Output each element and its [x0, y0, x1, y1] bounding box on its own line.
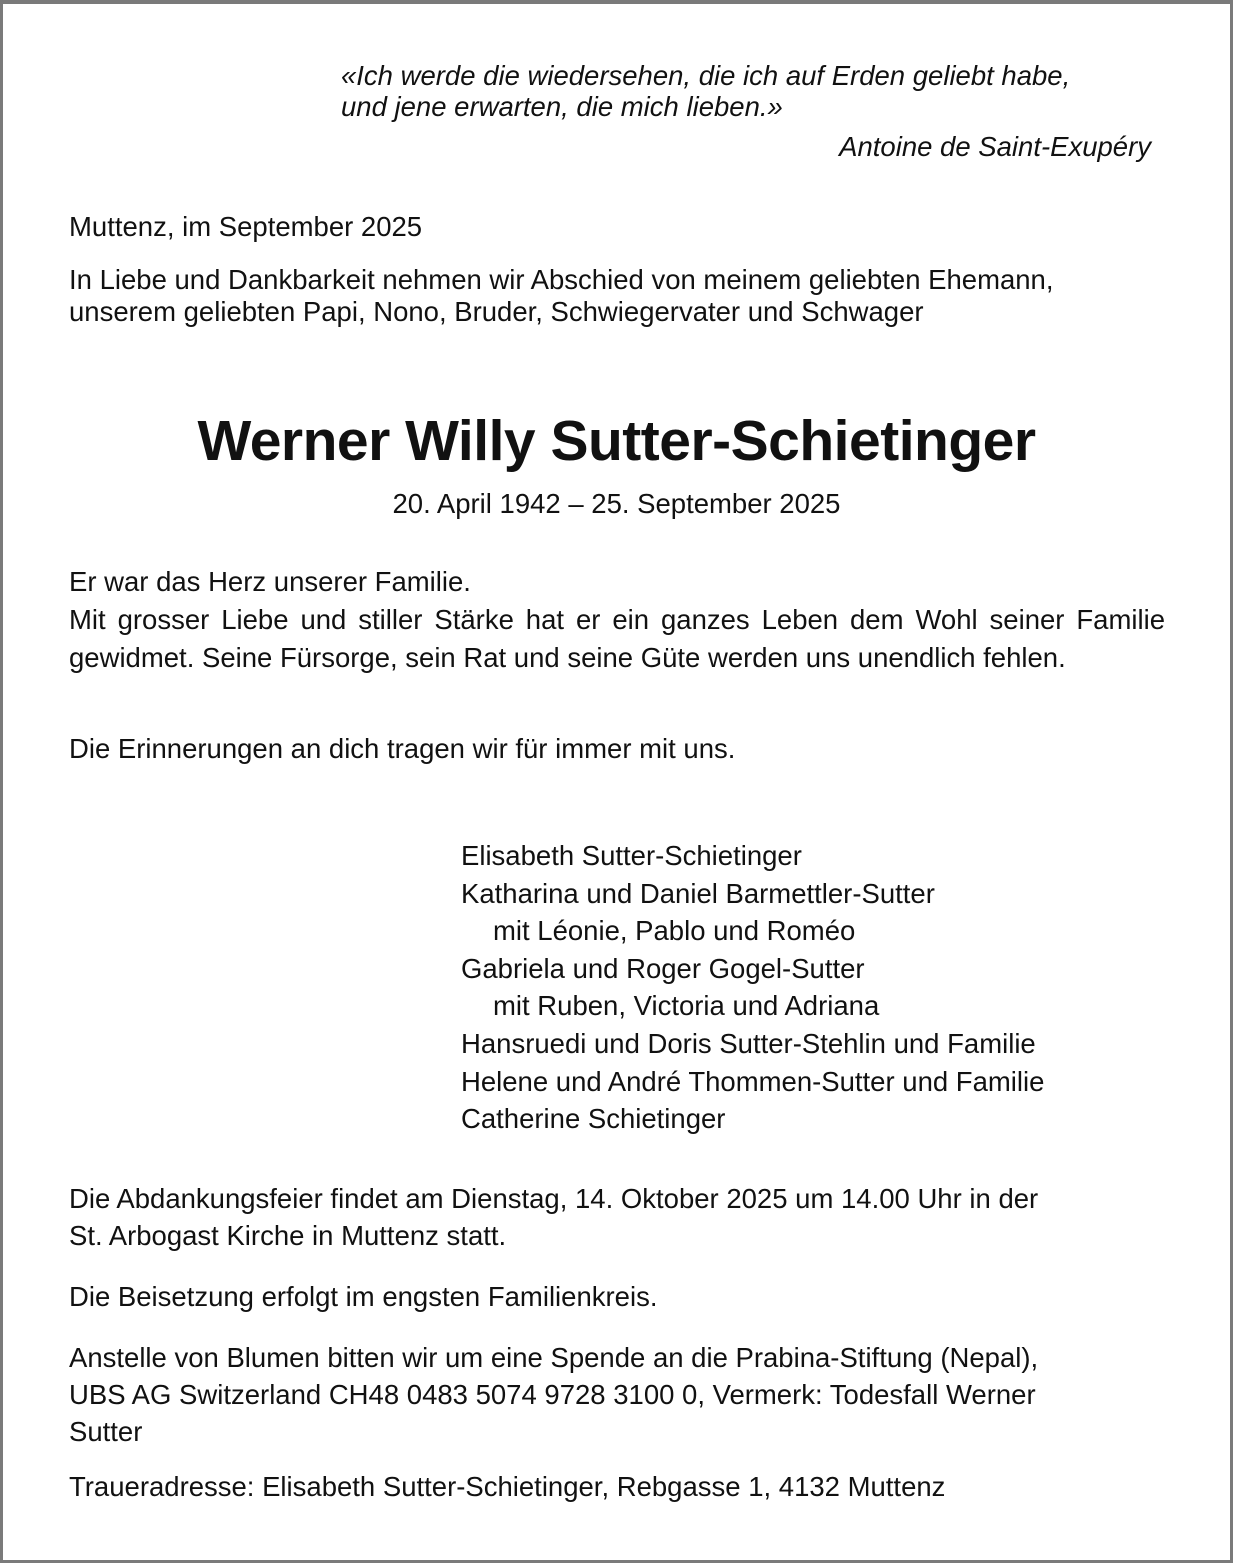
mourner-children: mit Ruben, Victoria und Adriana	[493, 990, 880, 1022]
intro-text	[69, 261, 1054, 331]
tribute-body: Mit grosser Liebe und stiller Stärke hat er ein ganzes Leben dem Wohl seiner Familie gewidmet. Seine Fürsorge, sein Rat und seine Güte werden uns unendlich fehlen.	[69, 604, 1165, 673]
place-date: Muttenz, im September 2025	[69, 211, 423, 242]
mourner: Elisabeth Sutter-Schietinger	[461, 840, 802, 871]
service-info	[69, 1180, 1169, 1254]
intro-line: unserem geliebten Papi, Nono, Bruder, Schwiegervater und Schwager	[69, 296, 924, 327]
intro-line: In Liebe und Dankbarkeit nehmen wir Abschied von meinem geliebten Ehemann,	[69, 264, 1054, 295]
mourner: Gabriela und Roger Gogel-Sutter	[461, 952, 865, 984]
mourner: Catherine Schietinger	[461, 1103, 726, 1135]
quote-line: «Ich werde die wiedersehen, die ich auf Erden geliebt habe,	[341, 60, 1071, 91]
mourner: Hansruedi und Doris Sutter-Stehlin und Familie	[461, 1027, 1036, 1059]
life-dates: 20. April 1942 – 25. September 2025	[392, 488, 841, 519]
donation-line: UBS AG Switzerland CH48 0483 5074 9728 3100 0, Vermerk: Todesfall Werner	[69, 1379, 1036, 1410]
mourner: Helene und André Thommen-Sutter und Familie	[461, 1065, 1045, 1097]
tribute-first: Er war das Herz unserer Familie.	[69, 566, 471, 597]
epigraph-quote	[341, 57, 1070, 126]
donation-line: Anstelle von Blumen bitten wir um eine Spende an die Prabina-Stiftung (Nepal),	[69, 1342, 1039, 1373]
deceased-name: Werner Willy Sutter-Schietinger	[197, 409, 1036, 473]
donation-info	[69, 1339, 1169, 1450]
service-line: St. Arbogast Kirche in Muttenz statt.	[69, 1220, 507, 1251]
tribute-closing: Die Erinnerungen an dich tragen wir für immer mit uns.	[69, 733, 736, 764]
burial-info: Die Beisetzung erfolgt im engsten Familienkreis.	[69, 1281, 658, 1312]
quote-author: Antoine de Saint-Exupéry	[839, 131, 1151, 162]
quote-line: und jene erwarten, die mich lieben.»	[341, 91, 783, 122]
donation-line: Sutter	[69, 1416, 143, 1447]
mourners-list	[461, 837, 1044, 1138]
mourner-children: mit Léonie, Pablo und Roméo	[493, 915, 856, 947]
mourning-address: Traueradresse: Elisabeth Sutter-Schietinger, Rebgasse 1, 4132 Muttenz	[69, 1471, 946, 1502]
mourner: Katharina und Daniel Barmettler-Sutter	[461, 877, 935, 909]
service-line: Die Abdankungsfeier findet am Dienstag, 14. Oktober 2025 um 14.00 Uhr in der	[69, 1183, 1039, 1214]
